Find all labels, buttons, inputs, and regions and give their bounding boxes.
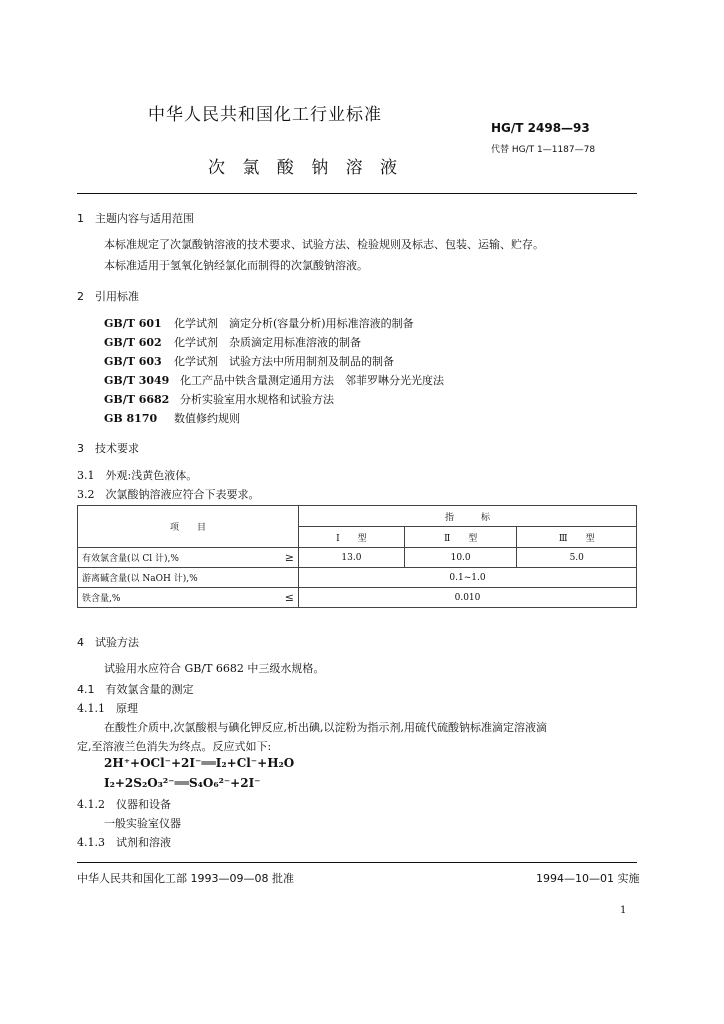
page-number: 1 — [620, 905, 627, 916]
column-header-type-1: Ⅰ 型 — [299, 527, 405, 548]
reference-code: GB/T 3049 — [104, 374, 170, 387]
cell-value: 10.0 — [404, 548, 517, 568]
table-row — [78, 588, 637, 608]
reaction-equation-1: 2H⁺+OCl⁻+2I⁻══I₂+Cl⁻+H₂O — [104, 756, 295, 770]
replaces-code: 代替 HG/T 1—1187—78 — [491, 145, 596, 155]
cell-value: 0.1~1.0 — [299, 568, 637, 588]
section-1-heading: 1 主题内容与适用范围 — [77, 212, 194, 225]
clause-3-2: 3.2 次氯酸钠溶液应符合下表要求。 — [77, 488, 260, 501]
standard-org-title: 中华人民共和国化工行业标准 — [148, 105, 382, 125]
column-header-type-3: Ⅲ 型 — [517, 527, 637, 548]
row-label: 铁含量,% — [82, 594, 121, 604]
cell-value: 5.0 — [517, 548, 637, 568]
reference-code: GB/T 603 — [104, 355, 162, 368]
effective-date: 1994—10—01 实施 — [536, 872, 640, 885]
clause-4-1-3: 4.1.3 试剂和溶液 — [77, 836, 171, 849]
footer-rule — [77, 862, 637, 863]
table-row — [78, 548, 637, 568]
reference-text: 化学试剂 杂质滴定用标准溶液的制备 — [174, 336, 361, 349]
reference-item — [104, 353, 394, 369]
column-header-type-2: Ⅱ 型 — [404, 527, 517, 548]
reference-item — [104, 334, 361, 350]
reference-text: 化工产品中铁含量测定通用方法 邻菲罗啉分光光度法 — [180, 374, 444, 387]
equipment-text: 一般实验室仪器 — [104, 817, 181, 830]
section-3-heading: 3 技术要求 — [77, 442, 139, 455]
comparison-symbol: ≥ — [284, 551, 294, 564]
reference-text: 化学试剂 滴定分析(容量分析)用标准溶液的制备 — [174, 317, 414, 330]
clause-4-1-2: 4.1.2 仪器和设备 — [77, 798, 171, 811]
section-2-heading: 2 引用标准 — [77, 290, 139, 303]
row-label: 有效氯含量(以 Cl 计),% — [82, 554, 179, 564]
section-4-paragraph-1: 试验用水应符合 GB/T 6682 中三级水规格。 — [104, 662, 325, 675]
approval-date: 中华人民共和国化工部 1993—09—08 批准 — [77, 872, 294, 885]
cell-value: 0.010 — [299, 588, 637, 608]
principle-line-2: 定,至溶液兰色消失为终点。反应式如下: — [77, 740, 272, 753]
reference-text: 数值修约规则 — [174, 412, 240, 425]
reference-item — [104, 391, 334, 407]
reference-code: GB/T 601 — [104, 317, 162, 330]
clause-4-1-1: 4.1.1 原理 — [77, 702, 138, 715]
comparison-symbol: ≤ — [284, 591, 294, 604]
reference-item — [104, 372, 444, 388]
document-title: 次 氯 酸 钠 溶 液 — [208, 158, 404, 178]
column-header-item: 项 目 — [78, 506, 299, 548]
section-1-paragraph-1: 本标准规定了次氯酸钠溶液的技术要求、试验方法、检验规则及标志、包装、运输、贮存。 — [104, 238, 544, 251]
reaction-equation-2: I₂+2S₂O₃²⁻══S₄O₆²⁻+2I⁻ — [104, 776, 261, 790]
clause-4-1: 4.1 有效氯含量的测定 — [77, 683, 194, 696]
table-row — [78, 568, 637, 588]
requirements-table — [77, 505, 637, 608]
reference-code: GB 8170 — [104, 412, 158, 425]
clause-3-1: 3.1 外观:浅黄色液体。 — [77, 469, 198, 482]
reference-item — [104, 410, 240, 426]
section-1-paragraph-2: 本标准适用于氢氧化钠经氯化而制得的次氯酸钠溶液。 — [104, 259, 368, 272]
column-header-index: 指 标 — [299, 506, 637, 527]
reference-code: GB/T 602 — [104, 336, 162, 349]
row-label: 游离碱含量(以 NaOH 计),% — [82, 574, 198, 584]
cell-value: 13.0 — [299, 548, 405, 568]
header-rule — [77, 193, 637, 194]
standard-code: HG/T 2498—93 — [491, 121, 590, 135]
reference-text: 化学试剂 试验方法中所用制剂及制品的制备 — [174, 355, 394, 368]
reference-code: GB/T 6682 — [104, 393, 170, 406]
principle-line-1: 在酸性介质中,次氯酸根与碘化钾反应,析出碘,以淀粉为指示剂,用硫代硫酸钠标准滴定溶液滴 — [104, 721, 547, 734]
section-4-heading: 4 试验方法 — [77, 636, 139, 649]
reference-item — [104, 315, 414, 331]
reference-text: 分析实验室用水规格和试验方法 — [180, 393, 334, 406]
